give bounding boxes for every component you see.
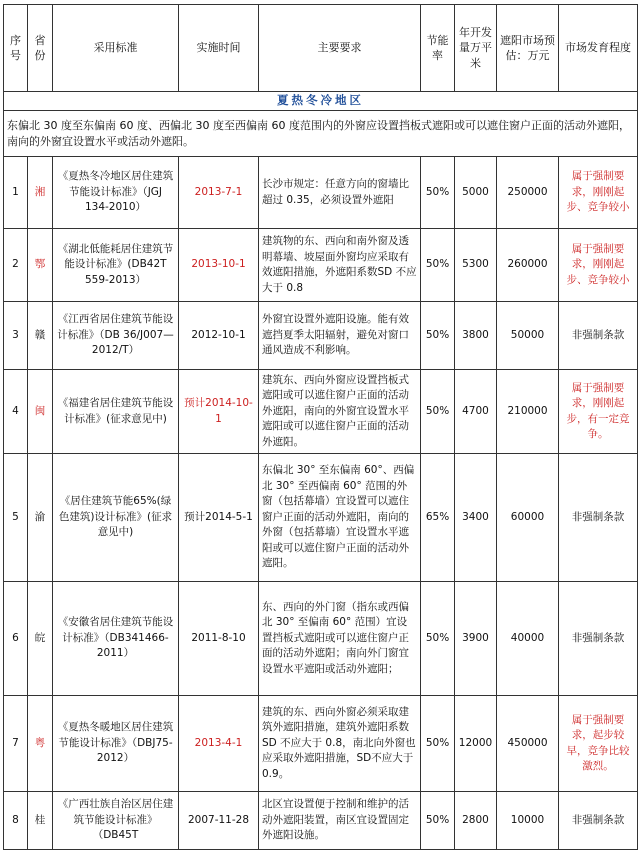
row-province: 桂 <box>28 792 53 850</box>
row-area: 4700 <box>455 370 497 454</box>
row-province: 渝 <box>28 454 53 582</box>
row-maturity: 非强制条款 <box>559 792 638 850</box>
row-standard: 《安徽省居住建筑节能设计标准》（DB341466-2011） <box>53 582 179 696</box>
row-area: 3800 <box>455 302 497 370</box>
row-requirement: 外窗宜设置外遮阳设施。能有效遮挡夏季太阳辐射，避免对窗口通风造成不利影响。 <box>259 302 421 370</box>
row-standard: 《江西省居住建筑节能设计标准》（DB 36/J007—2012/T） <box>53 302 179 370</box>
table-row <box>4 302 638 370</box>
row-maturity: 属于强制要求，刚刚起步，有一定竞争。 <box>559 370 638 454</box>
row-requirement: 长沙市规定：任意方向的窗墙比超过 0.35，必须设置外遮阳 <box>259 157 421 229</box>
row-province: 赣 <box>28 302 53 370</box>
row-standard: 《居住建筑节能65%(绿色建筑)设计标准》(征求意见中) <box>53 454 179 582</box>
row-requirement: 建筑东、西向外窗应设置挡板式遮阳或可以遮住窗户正面的活动外遮阳，南向的外窗宜设置水平遮阳或可以遮住窗户正面的活动外遮阳。 <box>259 370 421 454</box>
header-requirement: 主要要求 <box>259 5 421 92</box>
table-row <box>4 229 638 302</box>
row-market: 250000 <box>497 157 559 229</box>
row-date: 2013-4-1 <box>179 696 259 792</box>
row-saving: 50% <box>421 696 455 792</box>
row-requirement: 建筑物的东、西向和南外窗及透明幕墙、坡屋面外窗均应采取有效遮阳措施，外遮阳系数SD 不应大于 0.8 <box>259 229 421 302</box>
row-market: 260000 <box>497 229 559 302</box>
row-saving: 50% <box>421 582 455 696</box>
section-description: 东偏北 30 度至东偏南 60 度、西偏北 30 度至西偏南 60 度范围内的外窗应设置挡板式遮阳或可以遮住窗户正面的活动外遮阳，南向的外窗宜设置水平或活动外遮阳。 <box>4 111 638 157</box>
row-no: 1 <box>4 157 28 229</box>
header-maturity: 市场发育程度 <box>559 5 638 92</box>
row-maturity: 属于强制要求，起步较早，竞争比较激烈。 <box>559 696 638 792</box>
row-area: 12000 <box>455 696 497 792</box>
row-no: 2 <box>4 229 28 302</box>
header-standard: 采用标准 <box>53 5 179 92</box>
table-row <box>4 582 638 696</box>
row-area: 5000 <box>455 157 497 229</box>
row-no: 8 <box>4 792 28 850</box>
section-title: 夏热冬冷地区 <box>4 92 638 111</box>
header-province: 省份 <box>28 5 53 92</box>
row-saving: 50% <box>421 370 455 454</box>
row-standard: 《广西壮族自治区居住建筑节能设计标准》（DB45T <box>53 792 179 850</box>
row-date: 2013-7-1 <box>179 157 259 229</box>
row-standard: 《湖北低能耗居住建筑节能设计标准》(DB42T 559-2013） <box>53 229 179 302</box>
header-area: 年开发量万平米 <box>455 5 497 92</box>
table-row <box>4 792 638 850</box>
row-area: 5300 <box>455 229 497 302</box>
row-province: 闽 <box>28 370 53 454</box>
row-date: 2012-10-1 <box>179 302 259 370</box>
row-area: 3900 <box>455 582 497 696</box>
row-market: 450000 <box>497 696 559 792</box>
row-market: 60000 <box>497 454 559 582</box>
row-standard: 《夏热冬冷地区居住建筑节能设计标准》（JGJ 134-2010） <box>53 157 179 229</box>
row-saving: 50% <box>421 792 455 850</box>
row-maturity: 属于强制要求，刚刚起步、竞争较小 <box>559 157 638 229</box>
row-province: 皖 <box>28 582 53 696</box>
row-no: 3 <box>4 302 28 370</box>
row-area: 3400 <box>455 454 497 582</box>
row-date: 预计2014-10-1 <box>179 370 259 454</box>
table-row <box>4 696 638 792</box>
row-date: 2011-8-10 <box>179 582 259 696</box>
row-province: 粤 <box>28 696 53 792</box>
row-province: 鄂 <box>28 229 53 302</box>
row-area: 2800 <box>455 792 497 850</box>
row-date: 2007-11-28 <box>179 792 259 850</box>
standards-table <box>3 4 638 850</box>
row-market: 50000 <box>497 302 559 370</box>
row-market: 210000 <box>497 370 559 454</box>
row-standard: 《福建省居住建筑节能设计标准》(征求意见中) <box>53 370 179 454</box>
row-requirement: 东、西向的外门窗（指东或西偏北 30° 至偏南 60° 范围）宜设置挡板式遮阳或可以遮住窗户正面的活动外遮阳；南向外门窗宜设置水平遮阳或活动外遮阳； <box>259 582 421 696</box>
row-no: 6 <box>4 582 28 696</box>
header-row <box>4 5 638 92</box>
row-maturity: 属于强制要求，刚刚起步、竞争较小 <box>559 229 638 302</box>
table-row <box>4 370 638 454</box>
header-date: 实施时间 <box>179 5 259 92</box>
row-no: 4 <box>4 370 28 454</box>
row-province: 湘 <box>28 157 53 229</box>
row-saving: 65% <box>421 454 455 582</box>
header-no: 序号 <box>4 5 28 92</box>
row-maturity: 非强制条款 <box>559 302 638 370</box>
table-row <box>4 157 638 229</box>
row-no: 7 <box>4 696 28 792</box>
section-desc-row <box>4 111 638 157</box>
header-market: 遮阳市场预估：万元 <box>497 5 559 92</box>
row-requirement: 东偏北 30° 至东偏南 60°、西偏北 30° 至西偏南 60° 范围的外窗（包括幕墙）宜设置可以遮住窗户正面的活动外遮阳，南向的外窗（包括幕墙）宜设置水平遮阳或可以遮住窗户正面的活动外遮阳。 <box>259 454 421 582</box>
table-row <box>4 454 638 582</box>
row-no: 5 <box>4 454 28 582</box>
row-maturity: 非强制条款 <box>559 582 638 696</box>
row-requirement: 北区宜设置便于控制和维护的活动外遮阳装置，南区宜设置固定外遮阳设施。 <box>259 792 421 850</box>
row-saving: 50% <box>421 157 455 229</box>
row-date: 预计2014-5-1 <box>179 454 259 582</box>
section-row <box>4 92 638 111</box>
row-saving: 50% <box>421 229 455 302</box>
row-date: 2013-10-1 <box>179 229 259 302</box>
row-market: 40000 <box>497 582 559 696</box>
row-requirement: 建筑的东、西向外窗必须采取建筑外遮阳措施，建筑外遮阳系数 SD 不应大于 0.8，南北向外窗也应采取外遮阳措施，SD不应大于 0.9。 <box>259 696 421 792</box>
row-maturity: 非强制条款 <box>559 454 638 582</box>
row-market: 10000 <box>497 792 559 850</box>
header-saving: 节能率 <box>421 5 455 92</box>
row-standard: 《夏热冬暖地区居住建筑节能设计标准》（DBJ75-2012） <box>53 696 179 792</box>
row-saving: 50% <box>421 302 455 370</box>
